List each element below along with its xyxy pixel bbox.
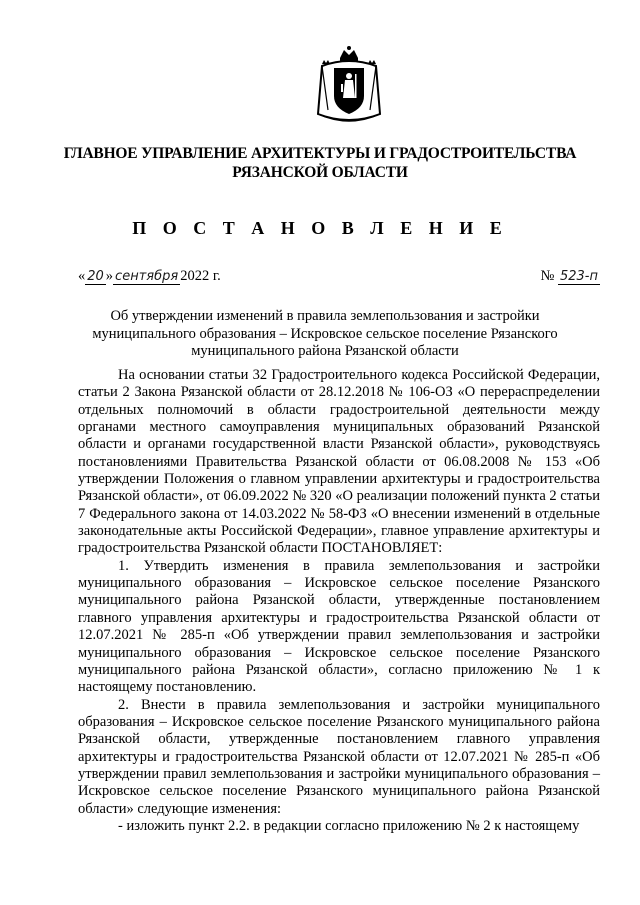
document-subject [70,308,580,361]
document-date [78,268,221,285]
subject-line: Об утверждении изменений в правила землепользования и застройки [110,308,540,324]
date-close-quote: » [105,268,114,284]
preamble-paragraph: На основании статьи 32 Градостроительного кодекса Российской Федерации, статьи 2 Закона Рязанской области от 28.12.2018 № 106-ОЗ «О перераспределении отдельных полномочий в области градостроительной деятельности между органами местного самоуправления муниципальных образований Рязанской области и органами государственной власти Рязанской области», руководствуясь постановлениями Правительства Рязанской области от 06.08.2008 № 153 «Об утверждении Положения о главном управлении архитектуры и градостроительства Рязанской области», от 06.09.2022 № 320 «О реализации положений пункта 2 статьи 7 Федерального закона от 14.03.2022 № 58-ФЗ «О внесении изменений в отдельные законодательные акты Российской Федерации», главное управление архитектуры и градостроительства Рязанской области ПОСТАНОВЛЯЕТ: [78,367,600,557]
date-day-handwritten: 20 [87,269,104,284]
coat-of-arms-emblem [314,44,384,128]
shield-icon [334,68,364,114]
document-type-title: П О С Т А Н О В Л Е Н И Е [132,218,508,238]
number-value-handwritten: 523-п [559,269,598,284]
subject-line: муниципального образования – Искровское сельское поселение Рязанского [92,325,558,342]
item-2-paragraph: 2. Внести в правила землепользования и застройки муниципального образования – Искровское сельское поселение Рязанского муниципального района Рязанской области, утвержденные постановлением главного управления архитектуры и градостроительства Рязанской области от 12.07.2021 № 285-п «Об утверждении правил землепользования и застройки муниципального образования – Искровское сельское поселение Рязанского муниципального района Рязанской области» следующие изменения: [78,696,600,817]
organization-name-line2: РЯЗАНСКОЙ ОБЛАСТИ [232,164,408,181]
item-1-paragraph: 1. Утвердить изменения в правила землепользования и застройки муниципального образования – Искровское сельское поселение Рязанского муниципального района Рязанской области, утвержденные постановлением главного управления архитектуры и градостроительства Рязанской области от 12.07.2021 № 285-п «Об утверждении правил землепользования и застройки муниципального образования – Искровское сельское поселение Рязанского муниципального района Рязанской области», согласно приложению № 1 к настоящему постановлению. [78,557,600,696]
item-2-subitem-paragraph: - изложить пункт 2.2. в редакции согласно приложению № 2 к настоящему [118,817,580,834]
date-open-quote: « [78,268,86,284]
organization-name-line1: ГЛАВНОЕ УПРАВЛЕНИЕ АРХИТЕКТУРЫ И ГРАДОСТРОИТЕЛЬСТВА [63,145,577,162]
number-prefix: № [540,268,555,284]
crown-icon [340,46,358,62]
date-year: 2022 г. [180,268,221,284]
document-body [78,367,600,835]
document-number [541,268,600,285]
subject-line: муниципального района Рязанской области [191,343,459,359]
date-month-handwritten: сентября [115,269,179,284]
